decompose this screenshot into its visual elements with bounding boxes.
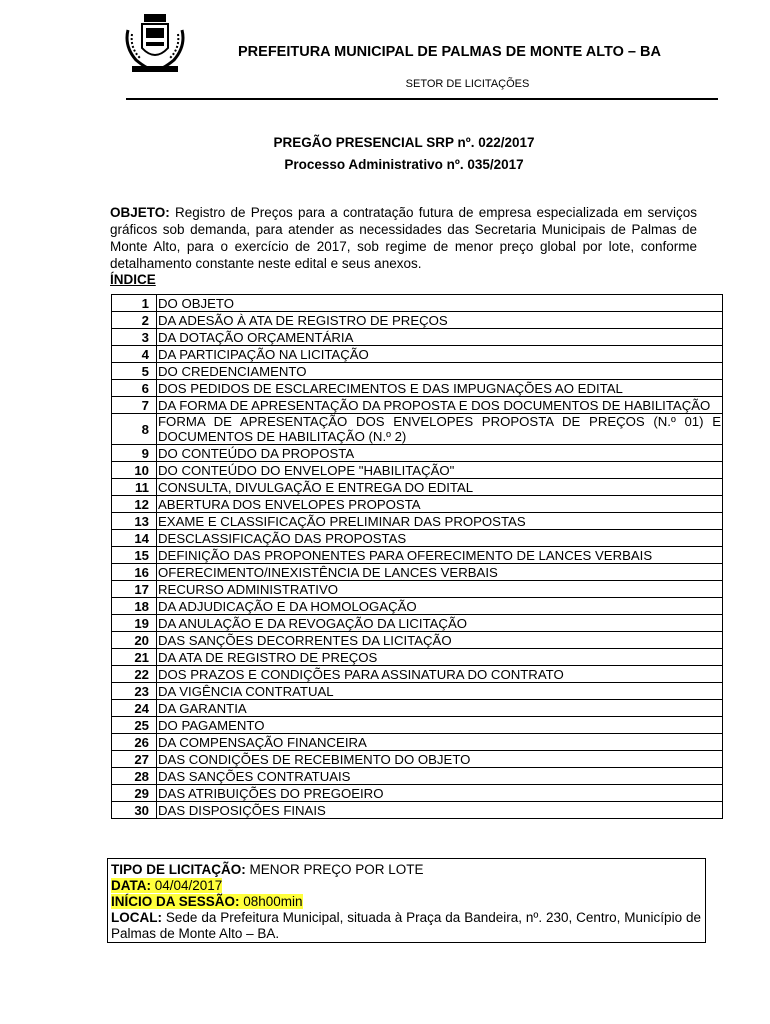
local-line bbox=[111, 910, 701, 942]
inicio-line bbox=[111, 894, 701, 910]
table-row bbox=[112, 414, 723, 445]
index-title: DA DOTAÇÃO ORÇAMENTÁRIA bbox=[157, 329, 723, 346]
index-title: DA COMPENSAÇÃO FINANCEIRA bbox=[157, 734, 723, 751]
table-row bbox=[112, 717, 723, 734]
index-number: 9 bbox=[112, 445, 157, 462]
index-title: DA ANULAÇÃO E DA REVOGAÇÃO DA LICITAÇÃO bbox=[157, 615, 723, 632]
index-title: RECURSO ADMINISTRATIVO bbox=[157, 581, 723, 598]
table-row bbox=[112, 598, 723, 615]
index-number: 14 bbox=[112, 530, 157, 547]
index-title: DOS PRAZOS E CONDIÇÕES PARA ASSINATURA DO CONTRATO bbox=[157, 666, 723, 683]
header-divider bbox=[126, 98, 718, 100]
index-title: DAS DISPOSIÇÕES FINAIS bbox=[157, 802, 723, 819]
table-row bbox=[112, 380, 723, 397]
table-row bbox=[112, 462, 723, 479]
index-number: 28 bbox=[112, 768, 157, 785]
index-number: 1 bbox=[112, 295, 157, 312]
index-number: 29 bbox=[112, 785, 157, 802]
index-number: 25 bbox=[112, 717, 157, 734]
index-title: DO CONTEÚDO DO ENVELOPE "HABILITAÇÃO" bbox=[157, 462, 723, 479]
index-number: 19 bbox=[112, 615, 157, 632]
local-label: LOCAL: bbox=[111, 910, 162, 925]
process-number: Processo Administrativo nº. 035/2017 bbox=[284, 157, 524, 172]
index-title: DO PAGAMENTO bbox=[157, 717, 723, 734]
index-title: DO CREDENCIAMENTO bbox=[157, 363, 723, 380]
index-title: DA ATA DE REGISTRO DE PREÇOS bbox=[157, 649, 723, 666]
document-title: PREGÃO PRESENCIAL SRP nº. 022/2017 bbox=[273, 135, 535, 150]
index-title: DO CONTEÚDO DA PROPOSTA bbox=[157, 445, 723, 462]
index-number: 6 bbox=[112, 380, 157, 397]
table-row bbox=[112, 496, 723, 513]
table-row bbox=[112, 363, 723, 380]
table-row bbox=[112, 513, 723, 530]
index-title: DAS ATRIBUIÇÕES DO PREGOEIRO bbox=[157, 785, 723, 802]
index-number: 13 bbox=[112, 513, 157, 530]
inicio-value: 08h00min bbox=[239, 894, 303, 909]
index-title: DA GARANTIA bbox=[157, 700, 723, 717]
header-title: PREFEITURA MUNICIPAL DE PALMAS DE MONTE ALTO – BA bbox=[238, 44, 661, 60]
index-number: 21 bbox=[112, 649, 157, 666]
table-row bbox=[112, 683, 723, 700]
table-row bbox=[112, 666, 723, 683]
index-number: 8 bbox=[112, 414, 157, 445]
header-sector: SETOR DE LICITAÇÕES bbox=[405, 78, 530, 90]
index-title: DAS SANÇÕES DECORRENTES DA LICITAÇÃO bbox=[157, 632, 723, 649]
table-row bbox=[112, 346, 723, 363]
tipo-line bbox=[111, 862, 701, 878]
index-number: 27 bbox=[112, 751, 157, 768]
index-number: 7 bbox=[112, 397, 157, 414]
table-row bbox=[112, 615, 723, 632]
table-row bbox=[112, 547, 723, 564]
tipo-value: MENOR PREÇO POR LOTE bbox=[245, 862, 424, 877]
table-row bbox=[112, 479, 723, 496]
index-number: 17 bbox=[112, 581, 157, 598]
index-title: DO OBJETO bbox=[157, 295, 723, 312]
table-row bbox=[112, 581, 723, 598]
tipo-label: TIPO DE LICITAÇÃO: bbox=[111, 862, 246, 877]
index-number: 10 bbox=[112, 462, 157, 479]
index-number: 5 bbox=[112, 363, 157, 380]
index-number: 30 bbox=[112, 802, 157, 819]
index-title: DAS CONDIÇÕES DE RECEBIMENTO DO OBJETO bbox=[157, 751, 723, 768]
index-number: 20 bbox=[112, 632, 157, 649]
index-title: DA VIGÊNCIA CONTRATUAL bbox=[157, 683, 723, 700]
table-row bbox=[112, 734, 723, 751]
table-row bbox=[112, 751, 723, 768]
table-row bbox=[112, 768, 723, 785]
objeto-label: OBJETO: bbox=[110, 205, 170, 220]
index-title: DESCLASSIFICAÇÃO DAS PROPOSTAS bbox=[157, 530, 723, 547]
index-number: 26 bbox=[112, 734, 157, 751]
data-label: DATA: bbox=[111, 878, 151, 893]
index-number: 12 bbox=[112, 496, 157, 513]
table-row bbox=[112, 329, 723, 346]
index-title: FORMA DE APRESENTAÇÃO DOS ENVELOPES PROPOSTA DE PREÇOS (N.º 01) E DOCUMENTOS DE HABILITAÇÃO (N.º 2) bbox=[158, 414, 721, 444]
table-row bbox=[112, 295, 723, 312]
index-title: DAS SANÇÕES CONTRATUAIS bbox=[157, 768, 723, 785]
index-number: 18 bbox=[112, 598, 157, 615]
index-title: DOS PEDIDOS DE ESCLARECIMENTOS E DAS IMPUGNAÇÕES AO EDITAL bbox=[157, 380, 723, 397]
data-line bbox=[111, 878, 701, 894]
index-title: EXAME E CLASSIFICAÇÃO PRELIMINAR DAS PROPOSTAS bbox=[157, 513, 723, 530]
index-number: 15 bbox=[112, 547, 157, 564]
index-title: DEFINIÇÃO DAS PROPONENTES PARA OFERECIMENTO DE LANCES VERBAIS bbox=[157, 547, 723, 564]
index-number: 11 bbox=[112, 479, 157, 496]
table-row bbox=[112, 564, 723, 581]
data-value: 04/04/2017 bbox=[151, 878, 223, 893]
index-table bbox=[111, 294, 723, 819]
index-number: 23 bbox=[112, 683, 157, 700]
objeto-paragraph bbox=[110, 204, 697, 272]
index-title: DA ADJUDICAÇÃO E DA HOMOLOGAÇÃO bbox=[157, 598, 723, 615]
table-row bbox=[112, 785, 723, 802]
inicio-label: INÍCIO DA SESSÃO: bbox=[111, 894, 240, 909]
index-title: DA FORMA DE APRESENTAÇÃO DA PROPOSTA E DOS DOCUMENTOS DE HABILITAÇÃO bbox=[157, 397, 723, 414]
index-number: 3 bbox=[112, 329, 157, 346]
index-number: 2 bbox=[112, 312, 157, 329]
index-title: CONSULTA, DIVULGAÇÃO E ENTREGA DO EDITAL bbox=[157, 479, 723, 496]
index-title: DA PARTICIPAÇÃO NA LICITAÇÃO bbox=[157, 346, 723, 363]
index-number: 22 bbox=[112, 666, 157, 683]
table-row bbox=[112, 700, 723, 717]
index-title: ABERTURA DOS ENVELOPES PROPOSTA bbox=[157, 496, 723, 513]
index-title: DA ADESÃO À ATA DE REGISTRO DE PREÇOS bbox=[157, 312, 723, 329]
table-row bbox=[112, 312, 723, 329]
table-row bbox=[112, 802, 723, 819]
table-row bbox=[112, 649, 723, 666]
bidding-info-box bbox=[107, 858, 706, 943]
municipal-crest-icon bbox=[122, 12, 188, 76]
table-row bbox=[112, 445, 723, 462]
table-row bbox=[112, 397, 723, 414]
table-row bbox=[112, 530, 723, 547]
index-number: 4 bbox=[112, 346, 157, 363]
objeto-text: Registro de Preços para a contratação futura de empresa especializada em serviços gráficos sob demanda, para atender as necessidades das Secretaria Municipais de Palmas de Monte Alto, para o exercício de 2017, sob regime de menor preço global por lote, conforme detalhamento constante neste edital e seus anexos. bbox=[110, 205, 697, 271]
local-value: Sede da Prefeitura Municipal, situada à Praça da Bandeira, nº. 230, Centro, Município de Palmas de Monte Alto – BA. bbox=[111, 910, 701, 941]
table-row bbox=[112, 632, 723, 649]
index-number: 16 bbox=[112, 564, 157, 581]
index-heading: ÍNDICE bbox=[110, 272, 156, 287]
index-title: OFERECIMENTO/INEXISTÊNCIA DE LANCES VERBAIS bbox=[157, 564, 723, 581]
index-number: 24 bbox=[112, 700, 157, 717]
